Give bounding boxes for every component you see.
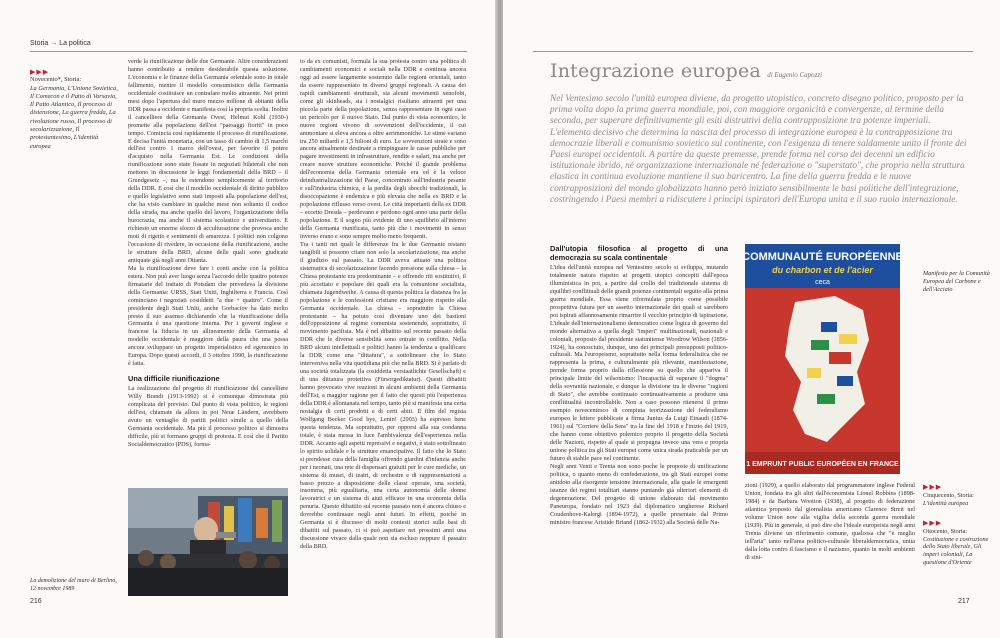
text-column-2	[300, 58, 466, 596]
running-head-section: Storia	[30, 40, 49, 47]
cross-reference-label: Cinquecento, Storia:	[923, 491, 974, 499]
chapter-author: di Eugenio Capozzi	[767, 71, 823, 79]
paragraph: Negli anni Venti e Trenta non sono poche le proposte di unificazione politica, o quanto meno di confederazione, tra gli Stati europei come antidoto alla risorgente tensione internazionale, alla quale le emergenti istanze dei regimi totalitari stanno puntando già ulteriori elementi di degenerazione. Del progetto di unione elaborato dal movimento Paneuropa, fondato nel 1923 dal diplomatico ungherese Richard Coudenhove-Kalergi (1894-1972), a quelle presentate dal Primo ministro francese Aristide Briand (1862-1932) alla Società delle Na-	[550, 462, 728, 526]
triangles-icon: ▶▶▶	[923, 483, 943, 491]
cross-reference-sidebar	[923, 484, 993, 507]
paragraph: Ma la riunificazione deve fare i conti anche con la politica estera. Non può aver luogo senza l'accordo delle quattro potenze firmatarie del trattato di Potsdam che prevedeva la divisione della Germania: URSS, Stati Uniti, Inghilterra e Francia. Così cominciano i negoziati cosiddetti "a due + quattro". Come il presidente degli Stati Uniti, anche Gorbaciov ha dato molto presto il suo assenso dichiarando che la riunificazione della Germania è una questione interna. Per i governi inglese e francese la fiducia in un allineamento della Germania al modello occidentale è maggiore della paura che una possa ancora sviluppare un progetto imperialistico ed egemonico in Europa. Dopo questi accordi, il 3 ottobre 1990, la riunificazione è fatta.	[128, 264, 288, 368]
left-page	[0, 0, 497, 638]
triangles-icon: ▶▶▶	[30, 68, 50, 76]
cross-reference-links[interactable]: Costituzione e costruzione dello Stato liberale, Gli imperi coloniali, La questione d'Oriente	[923, 535, 989, 566]
right-page	[503, 0, 1000, 638]
text-column-2	[745, 482, 915, 596]
paragraph: Tra i tanti nei quali le differenze fra le due Germanie restano tangibili si possono citare non solo la secolarizzazione, ma anche il giudizio sul passato. La DDR aveva attuato una politica sistematica di secolarizzazione facendo pressione sulla chiesa – la Chiesa protestante era predominante – e offrendo riti sostitutivi, il più accettato e popolare dei quali era la comunione socialista, chiamata Jugendweihe. A causa di questa politica la distanza fra la popolazione e le confessioni cristiane era maggiore rispetto alla Germania occidentale. La chiesa – soprattutto la Chiesa protestante – ha potuto così diventare uno dei bastioni dell'opposizione al regime comunista sostenendo, soprattutto, il movimento pacifista. Ma è nel dibattito sul recente passato della DDR che le diverse sensibilità sono entrate in conflitto. Nella BRD alcuni intellettuali e politici hanno la tendenza a qualificare la DDR come una "dittatura", a sottolineare che lo Stato interveniva nella vita quotidiana più che nella BRD. Si è parlato di una società totalizzata (la cosiddetta verstaatlichte Gesellschaft) e di una dittatura protettiva (Fürsorgediktatur). Questi dibattiti hanno provocato vive reazioni in alcuni ambienti della Germania dell'Est, a maggior ragione per il fatto che questi più l'esperienza della DDR è allontanata nel tempo, tanto più si manifesta una certa nostalgia di certi prodotti e di certi abiti. Il film del regista Wolfgang Becker Good bye, Lenin! (2003) ha espresso bene questa tendenza. Ma soprattutto, per opporsi alla sua condanna totale, è stata messa in luce l'ambivalenza dell'esperienza nella DDR. Accanto agli aspetti repressivi e negativi, è stato sottolineato lo spirito solidale e le strutture emancipative. Il fatto che lo Stato si prendesse cura della famiglia offrendo giardini d'infanzia anche per i neonati, una rete di dispensari gratuiti per le cure mediche, un sistema di musei, di teatri, di orchestre e di rappresentazioni a basso prezzo a disposizione delle classi operaie, una società, insomma, più egualitaria, una certa autonomia delle donne lavoratrici e un sistema di aiuti efficace in una economia della penuria. Questo dibattito sul recente passato non è ancora chiuso e dovrebbe continuare negli anni futuri. In effetti, poiché in Germania si è discusso di molti contesti storici sulle basi di dibattiti sul passato, ci si può aspettare nei prossimi anni una discussione vivace dalla quale non sia escluso neppure il passato della BRD.	[300, 240, 466, 551]
paragraph: La realizzazione del progetto di riunificazione del cancelliere Willy Brandt (1913-1992) si è comunque dimostrata più complicata del previsto. Dal punto di vista politico, le regioni dell'est, chiamate da allora in poi Neue Ländern, avrebbero avuto un ventaglio di partiti politici simile a quello della Germania occidentale. Ma più il processo politico si dimostra difficile, più si formano gruppi di protesta. E così che il Partito Socialdemocratico (PDS), forma-	[128, 385, 288, 448]
header-rule	[533, 51, 973, 52]
photo-caption: La demolizione del muro di Berlino, 12 novembre 1989	[30, 578, 117, 592]
poster-line-1: COMMUNAUTÉ EUROPÉENNE	[745, 251, 900, 263]
text-column-1	[128, 58, 288, 482]
lead-paragraph: Nel Ventesimo secolo l'unità europea diviene, da progetto utopistico, concreto disegno politico, proposto per la prima volta dopo la prima guerra mondiale, poi, con maggiore organicità e convergenze, al termine della seconda, per superare definitivamente gli esiti distruttivi della contrapposizione tra potenze imperiali. L'elemento decisivo che determina la nascita del processo di integrazione europea è la contrapposizione tra democrazie liberali e comunismo sovietico sul continente, con l'esigenza di tenere saldamente unito il fronte dei Paesi europei occidentali. A partire da queste premesse, prende forma nel corso dei decenni un edificio istituzionale ibrido, né organizzazione internazionale né federazione o "superstato", che proprio nella struttura elastica in continua evoluzione mantiene il suo baricentro. La fine della guerra fredda e le nuove contrapposizioni del mondo globalizzato hanno però iniziato sensibilmente le basi politiche dell'integrazione, costringendo i Paesi membri a ridiscutere i principi ispiratori dell'Europa unita e il suo ruolo internazionale.	[550, 94, 967, 205]
poster-bottom-line: 1 EMPRUNT PUBLIC EUROPÉEN EN FRANCE	[746, 461, 899, 468]
paragraph: verde la riunificazione delle due Germanie. Altre considerazioni hanno contribuito a rendere desiderabile questa soluzione. L'economia e le finanze della Germania orientale sono in totale fallimento, mentre il modello consumistico della Germania occidentale costituisce un contrafare molto attraente. Nei primi mesi dopo l'apertura del muro mezzo milione di abitanti della DDR passa a occidente e manifesta così la propria scelta. Inoltre il cancelliere della Germania Ovest, Helmut Kohl (1930-) promette alla popolazione dell'est "paesaggi fioriti" in poco tempo. Comincia così rapidamente il processo di riunificazione. E decisa l'unità monetaria, con un tasso di cambio di 1,5 marchi dell'est contro 1 marco dell'ovest, per favorire il potere d'acquisto nella Germania Est. Le condizioni della riunificazione sono state fissate in negoziati bilaterali che non mettono in discussione le leggi fondamentali della BRD – il Grundgesetz –, ma le estendono semplicemente al territorio della DDR. E così che il modello occidentale di diritto pubblico e quello legislativo sono stati imposti alla popolazione dell'est, che ha visto cambiare in qualche mese non soltanto il codice della strada, ma anche quello del lavoro, l'organizzazione della burocrazia, ma anche il sistema scolastico e universitario. E richiesto un enorme sforzo di acculturazione che provoca anche moti di rigetto e sentimenti di amarezza. I politici non colgono l'occasione di rivedere, in occasione della riunificazione, anche le strutture della BRD, alcune delle quali sono giudicate antiquate già negli anni Ottanta.	[128, 58, 288, 264]
header-rule	[30, 51, 467, 52]
poster-line-3: ceca	[815, 279, 830, 286]
cross-reference-links[interactable]: L'identità europea	[923, 499, 969, 507]
section-heading: Una difficile riunificazione	[128, 374, 220, 384]
arrow-right-icon: →	[50, 40, 58, 47]
cross-reference-label: Novecento*, Storia:	[30, 76, 82, 84]
paragraph: zioni (1929), a quello elaborato dal programmatore inglese Federal Union, fondata tra gli altri dall'economista Lionel Robbins (1898-1984) e da Barbara Wootton (1938), al progetto di federazione atlantica proposto dal giornalista americano Clarence Streit nel volume Union now alla vigilia della seconda guerra mondiale (1939). Più in generale, si può dire che l'ideale europeista negli anni Trenta diviene un riferimento comune, qualcosa che "è meglio tell'aria" tanto nell'area politico-culturale liberaldemocratica, unita dalla lotta contro il fascismo e il nazismo, quanto in molti ambienti di sini-	[745, 482, 915, 561]
paragraph: to da ex comunisti, formula la sua protesta contro una politica di cambiamenti economici e sociali nella DDR e continua ancora oggi ad essere largamente sostenuto dalle regioni orientali, tanto da essere rappresentato in diversi gruppi regionali. A causa dei rapidi cambiamenti strutturali, sia alcuni movimenti xenofobi, come gli skinheads, sia i nostalgici risultano attraenti per una piccola parte della popolazione, senza rappresentare in ogni caso un pericolo per il nuovo Stato. Dal punto di vista economico, le nuove regioni vivono di sovvenzioni dell'occidente, il cui ammontare si eleva ancora a oltre aerimmoniche. Le stime variano tra 250 miliardi e 1,5 bilioni di euro. Le sovvenzioni strate e sono ancora attualmente destinate a rimpinguare le casse pubbliche per pagare investimenti in infrastrutture, rendite e salari, ma anche per creare nuove strutture economiche. Poiché il grande problema dell'economia della Germania orientale era ed è la veloce deindustrializzazione del Paese, concentrato sull'industria pesante e sull'industria chimica, e la perdita degli sbocchi tradizionali, la disoccupazione è endemica e più elevata che nella ex BRD e la popolazione riflusso verso ovest. Le città importanti della ex DDR – eccetto Dresda – perdevano e perdono ogni anno una parte della popolazione. E il sogno più evidente di uno squilibrio all'interno della Germania riunificata, tanto più che i movimenti in senso inverso erano e sono sempre molto meno frequenti.	[300, 58, 466, 240]
cross-reference-label: Ottocento, Storia:	[923, 527, 967, 535]
poster-illustration	[745, 244, 900, 474]
running-head	[30, 40, 91, 47]
chapter-title	[550, 60, 822, 82]
photo-illustration	[128, 488, 288, 596]
poster-caption	[923, 270, 993, 293]
section-heading: Dall'utopia filosofica al progetto di una democrazia su scala continentale	[550, 244, 728, 262]
page-number: 216	[30, 598, 42, 605]
poster-caption-text: Manifesto per la Comunità Europea del Carbone e dell'Acciaio	[923, 270, 990, 293]
cross-reference-sidebar	[923, 520, 993, 567]
paragraph: L'idea dell'unità europea nel Ventesimo secolo si sviluppa, mutando totalmente natura rispetto ai progetti utopici concepiti dall'epoca illuministica in poi, a partire dal crollo del tradizionale sistema di equilibri conflittuali delle grandi potenze continentali seguito alla prima guerra mondiale. Essa viene riformulata proprio come possibile prospettiva futura per un assetto internazionale dei quali si sarebbero poi ispirati affannosamente rimarrire il vecchio principio di ispirazione. L'ideale dell'internazionalismo democratico come logica di governo del mondo alternativa a quella degli "imperi" multinazionali, nazionali e coloniali, proposto dal presidente statunitense Woodrow Wilson (1856-1924), ha conosciuto, dunque, uno dei principali presupposti politico-culturali. Ma l'europeismo, soprattutto nella forma federalistica che ne rappresenta la prima, e culturalmente più rilevante, manifestazione, prende forma proprio dalla riflessione su quello che appariva il principale limite del wilsonismo: l'incapacità di superare il "dogma" della sovranità nazionale, e dunque la divisione tra le diverse "ragioni di Stato", che avrebbe continuato continuativamente a produrre una conflittualità incontrollabile. Non a caso possono ritenersi il primo esempio novecentesco di compiuta teorizzazione del federalismo europeo le lettere pubblicate a firma Junius da Luigi Einaudi (1874-1961) sul "Corriere della Sera" tra la fine del 1918 e l'inizio del 1919, che hanno come obiettivo polemico proprio il progetto della Società delle Nazioni, rispetto al quale si propugna invece una vera e propria unione politica tra gli Stati europei come unica strada praticabile per un futuro di stabile pace nel continente.	[550, 264, 728, 462]
poster-line-2: du charbon et de l'acier	[772, 265, 873, 275]
ceca-poster	[745, 244, 900, 474]
running-head-subsection: La politica	[59, 40, 91, 47]
cross-reference-links[interactable]: La Germania, L'Unione Sovietica, Il Comecon e il Patto di Varsavia, Il Patto Atlantico, Il processo di distensione, La guerra fredda, La rivoluzione russa, Il processo di secolarizzazione, Il protestantesimo, L'identità europea	[30, 84, 118, 150]
page-number: 217	[958, 598, 970, 605]
berlin-wall-photo	[128, 488, 288, 596]
text-column-1	[550, 244, 728, 596]
triangles-icon: ▶▶▶	[923, 519, 943, 527]
cross-reference-sidebar	[30, 68, 118, 151]
chapter-title-text: Integrazione europea	[550, 60, 761, 82]
